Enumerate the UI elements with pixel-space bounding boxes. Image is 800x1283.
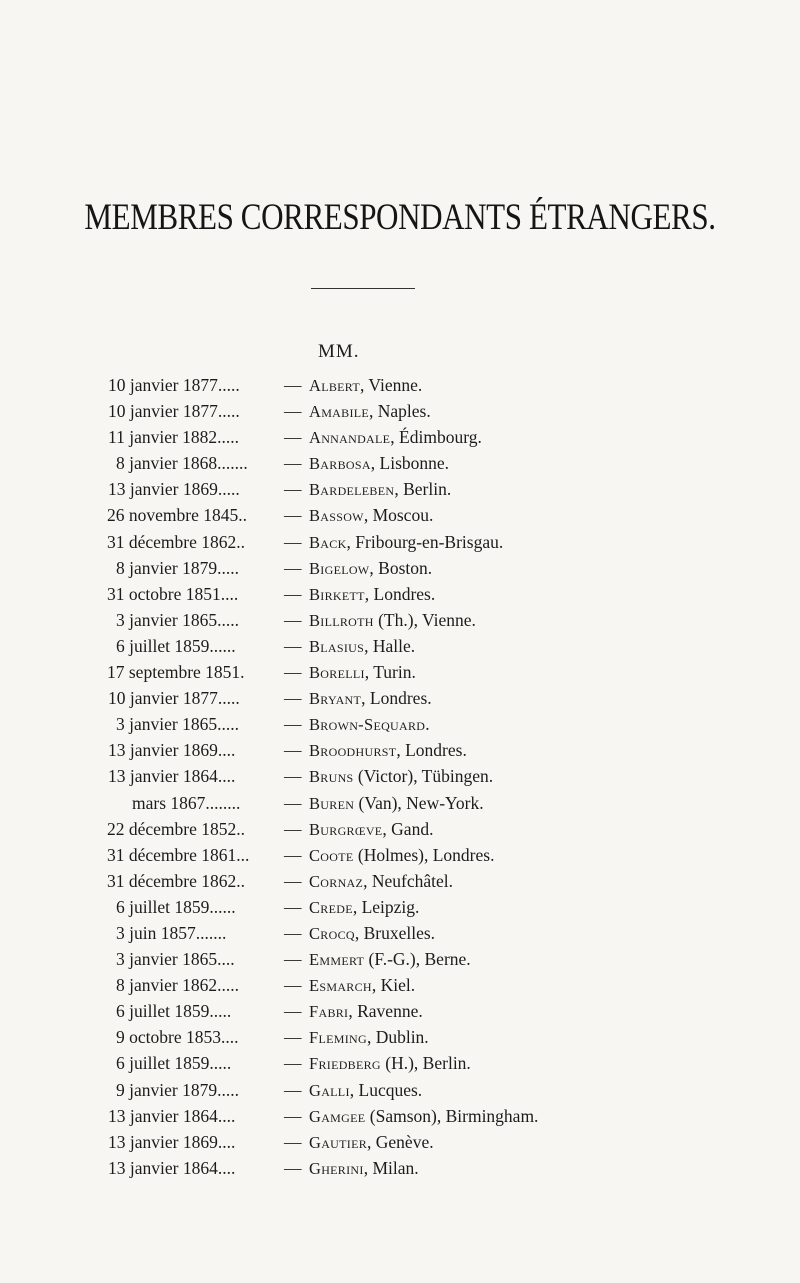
- member-name: Crede: [309, 897, 353, 917]
- list-item: [0, 842, 800, 868]
- entry-member: [309, 372, 422, 399]
- entry-member: [309, 1050, 471, 1077]
- entry-date: 10 janvier 1877.....: [108, 688, 240, 709]
- member-place: , Dublin.: [366, 1027, 429, 1048]
- member-place: , Neufchâtel.: [363, 870, 454, 891]
- entry-date: 3 janvier 1865.....: [116, 609, 239, 630]
- entry-member: [309, 476, 451, 503]
- entry-date: 13 janvier 1864....: [108, 1157, 236, 1178]
- list-item: [0, 476, 800, 502]
- list-item: [0, 868, 800, 894]
- entry-dash: —: [284, 1105, 302, 1126]
- entry-dash: —: [284, 1079, 302, 1100]
- entry-dash: —: [284, 818, 302, 839]
- member-name: Annandale: [309, 428, 391, 448]
- member-place: , Halle.: [364, 635, 416, 656]
- member-place: , Genève.: [367, 1131, 434, 1152]
- entry-dash: —: [284, 1053, 302, 1074]
- entry-date: 9 octobre 1853....: [116, 1027, 239, 1048]
- member-name: Burgrœve: [309, 819, 383, 839]
- list-item: [0, 398, 800, 424]
- entry-dash: —: [284, 375, 302, 395]
- entry-member: [309, 868, 453, 895]
- list-item: [0, 816, 800, 842]
- member-name: Crocq: [309, 923, 355, 943]
- member-place: , Londres.: [396, 740, 467, 761]
- list-item: [0, 607, 800, 633]
- member-name: Bryant: [309, 689, 362, 709]
- list-item: [0, 946, 800, 972]
- list-heading: MM.: [318, 341, 360, 362]
- entry-dash: —: [284, 792, 302, 813]
- entry-date: 3 juin 1857.......: [116, 922, 227, 943]
- member-name: Broodhurst: [309, 741, 397, 761]
- list-item: [0, 502, 800, 528]
- entry-date: 22 décembre 1852..: [107, 818, 246, 839]
- entry-dash: —: [284, 844, 302, 865]
- entry-member: [309, 1077, 422, 1104]
- list-item: [0, 972, 800, 998]
- entry-dash: —: [284, 583, 302, 604]
- list-item: [0, 1103, 800, 1129]
- list-item: [0, 1024, 800, 1050]
- entry-dash: —: [284, 1001, 302, 1022]
- entry-member: [309, 607, 476, 634]
- entry-dash: —: [284, 401, 302, 422]
- list-item: [0, 920, 800, 946]
- member-name: Brown-Sequard: [309, 715, 426, 735]
- member-place: , Naples.: [369, 401, 431, 422]
- list-item: [0, 1129, 800, 1155]
- member-place: (Samson), Birmingham.: [365, 1105, 539, 1126]
- member-place: , Turin.: [364, 662, 416, 683]
- entry-member: [309, 1155, 419, 1182]
- member-place: , Lisbonne.: [370, 453, 450, 474]
- list-item: [0, 790, 800, 816]
- entry-member: [309, 633, 415, 660]
- members-list: [0, 372, 800, 1181]
- member-place: (Holmes), Londres.: [353, 844, 495, 865]
- entry-dash: —: [284, 975, 302, 996]
- entry-member: [309, 685, 432, 712]
- member-place: , Vienne.: [360, 375, 423, 395]
- entry-date: 8 janvier 1879.....: [116, 557, 239, 578]
- member-name: Buren: [309, 793, 355, 813]
- member-name: Friedberg: [309, 1054, 381, 1074]
- member-place: , Londres.: [364, 583, 436, 604]
- entry-dash: —: [284, 662, 302, 683]
- member-place: , Kiel.: [371, 975, 416, 996]
- list-item: [0, 1155, 800, 1181]
- member-name: Emmert: [309, 950, 365, 970]
- entry-date: 11 janvier 1882.....: [108, 427, 240, 448]
- entry-date: 17 septembre 1851.: [107, 662, 245, 683]
- list-item: [0, 685, 800, 711]
- entry-date: 10 janvier 1877.....: [108, 401, 240, 422]
- entry-member: [309, 450, 449, 477]
- entry-dash: —: [284, 505, 302, 526]
- entry-member: [309, 920, 435, 947]
- entry-dash: —: [284, 531, 302, 552]
- entry-date: 3 janvier 1865.....: [116, 714, 239, 735]
- entry-dash: —: [284, 896, 302, 917]
- entry-member: [309, 1129, 434, 1156]
- list-item: [0, 659, 800, 685]
- entry-date: 31 décembre 1862..: [107, 870, 246, 891]
- entry-dash: —: [284, 557, 302, 578]
- list-item: [0, 737, 800, 763]
- list-item: [0, 711, 800, 737]
- member-name: Back: [309, 532, 347, 552]
- member-place: (H.), Berlin.: [380, 1053, 471, 1074]
- member-place: , Moscou.: [363, 505, 434, 526]
- member-name: Fabri: [309, 1002, 349, 1022]
- entry-date: 6 juillet 1859......: [116, 896, 236, 917]
- entry-date: 13 janvier 1864....: [108, 766, 236, 787]
- list-item: [0, 998, 800, 1024]
- entry-dash: —: [284, 609, 302, 630]
- list-item: [0, 894, 800, 920]
- entry-dash: —: [284, 453, 302, 474]
- entry-member: [309, 424, 482, 451]
- entry-dash: —: [284, 1157, 302, 1178]
- member-place: (F.-G.), Berne.: [364, 949, 471, 970]
- list-item: [0, 581, 800, 607]
- list-item: [0, 763, 800, 789]
- member-place: , Berlin.: [394, 479, 452, 500]
- entry-date: 8 janvier 1862.....: [116, 975, 239, 996]
- member-name: Albert: [309, 376, 360, 395]
- list-item: [0, 424, 800, 450]
- page-title: MEMBRES CORRESPONDANTS ÉTRANGERS.: [84, 197, 716, 238]
- entry-date: 31 octobre 1851....: [107, 583, 239, 604]
- entry-member: [309, 737, 467, 764]
- member-place: .: [425, 714, 430, 735]
- entry-date: 13 janvier 1864....: [108, 1105, 236, 1126]
- entry-date: 8 janvier 1868.......: [116, 453, 248, 474]
- member-name: Gherini: [309, 1158, 364, 1178]
- entry-member: [309, 972, 415, 999]
- entry-member: [309, 998, 423, 1025]
- entry-date: 10 janvier 1877.....: [108, 375, 240, 395]
- entry-member: [309, 946, 471, 973]
- entry-member: [309, 581, 435, 608]
- member-place: , Boston.: [369, 557, 433, 578]
- member-place: , Lucques.: [349, 1079, 423, 1100]
- entry-member: [309, 1103, 538, 1130]
- entry-date: 3 janvier 1865....: [116, 949, 235, 970]
- entry-date: 13 janvier 1869....: [108, 740, 236, 761]
- title-divider: [311, 288, 415, 289]
- entry-dash: —: [284, 714, 302, 735]
- member-name: Borelli: [309, 663, 365, 683]
- entry-member: [309, 790, 484, 817]
- entry-dash: —: [284, 766, 302, 787]
- entry-date: 31 décembre 1862..: [107, 531, 246, 552]
- member-place: (Van), New-York.: [354, 792, 484, 813]
- member-name: Amabile: [309, 402, 370, 422]
- entry-member: [309, 1024, 429, 1051]
- entry-member: [309, 555, 432, 582]
- entry-dash: —: [284, 1131, 302, 1152]
- entry-date: 6 juillet 1859......: [116, 635, 236, 656]
- entry-date: 31 décembre 1861...: [107, 844, 250, 865]
- entry-member: [309, 816, 433, 843]
- member-name: Billroth: [309, 610, 374, 630]
- member-name: Blasius: [309, 636, 365, 656]
- member-name: Esmarch: [309, 976, 372, 996]
- member-place: , Milan.: [363, 1157, 419, 1178]
- entry-date: 13 janvier 1869.....: [108, 479, 240, 500]
- entry-member: [309, 711, 430, 738]
- entry-dash: —: [284, 870, 302, 891]
- entry-dash: —: [284, 688, 302, 709]
- member-place: (Th.), Vienne.: [373, 609, 476, 630]
- entry-dash: —: [284, 949, 302, 970]
- entry-member: [309, 842, 494, 869]
- member-place: , Leipzig.: [352, 896, 420, 917]
- entry-member: [309, 659, 416, 686]
- entry-date: 9 janvier 1879.....: [116, 1079, 239, 1100]
- entry-member: [309, 763, 493, 790]
- entry-date: 13 janvier 1869....: [108, 1131, 236, 1152]
- member-name: Bassow: [309, 506, 364, 526]
- member-name: Gamgee: [309, 1106, 366, 1126]
- member-name: Bigelow: [309, 558, 370, 578]
- entry-dash: —: [284, 740, 302, 761]
- entry-date: 6 juillet 1859.....: [116, 1001, 232, 1022]
- list-item: [0, 372, 800, 398]
- entry-date: 26 novembre 1845..: [107, 505, 247, 526]
- list-item: [0, 633, 800, 659]
- member-name: Barbosa: [309, 454, 371, 474]
- entry-date: 6 juillet 1859.....: [116, 1053, 232, 1074]
- member-name: Gautier: [309, 1132, 368, 1152]
- member-name: Coote: [309, 845, 354, 865]
- member-place: , Fribourg-en-Brisgau.: [346, 531, 504, 552]
- entry-member: [309, 529, 503, 556]
- list-item: [0, 555, 800, 581]
- member-place: (Victor), Tübingen.: [353, 766, 494, 787]
- entry-member: [309, 502, 433, 529]
- entry-dash: —: [284, 479, 302, 500]
- member-name: Birkett: [309, 584, 365, 604]
- entry-dash: —: [284, 635, 302, 656]
- list-item: [0, 450, 800, 476]
- member-name: Bruns: [309, 767, 354, 787]
- member-place: , Bruxelles.: [354, 922, 436, 943]
- list-item: [0, 1077, 800, 1103]
- entry-dash: —: [284, 1027, 302, 1048]
- member-place: , Ravenne.: [348, 1001, 423, 1022]
- member-name: Fleming: [309, 1028, 367, 1048]
- entry-dash: —: [284, 922, 302, 943]
- entry-dash: —: [284, 427, 302, 448]
- member-place: , Londres.: [361, 688, 432, 709]
- entry-member: [309, 398, 431, 425]
- list-item: [0, 529, 800, 555]
- member-name: Galli: [309, 1080, 350, 1100]
- member-name: Cornaz: [309, 871, 364, 891]
- member-name: Bardeleben: [309, 480, 395, 500]
- member-place: , Édimbourg.: [390, 427, 482, 448]
- list-item: [0, 1050, 800, 1076]
- entry-date: mars 1867........: [132, 792, 241, 813]
- member-place: , Gand.: [382, 818, 434, 839]
- entry-member: [309, 894, 419, 921]
